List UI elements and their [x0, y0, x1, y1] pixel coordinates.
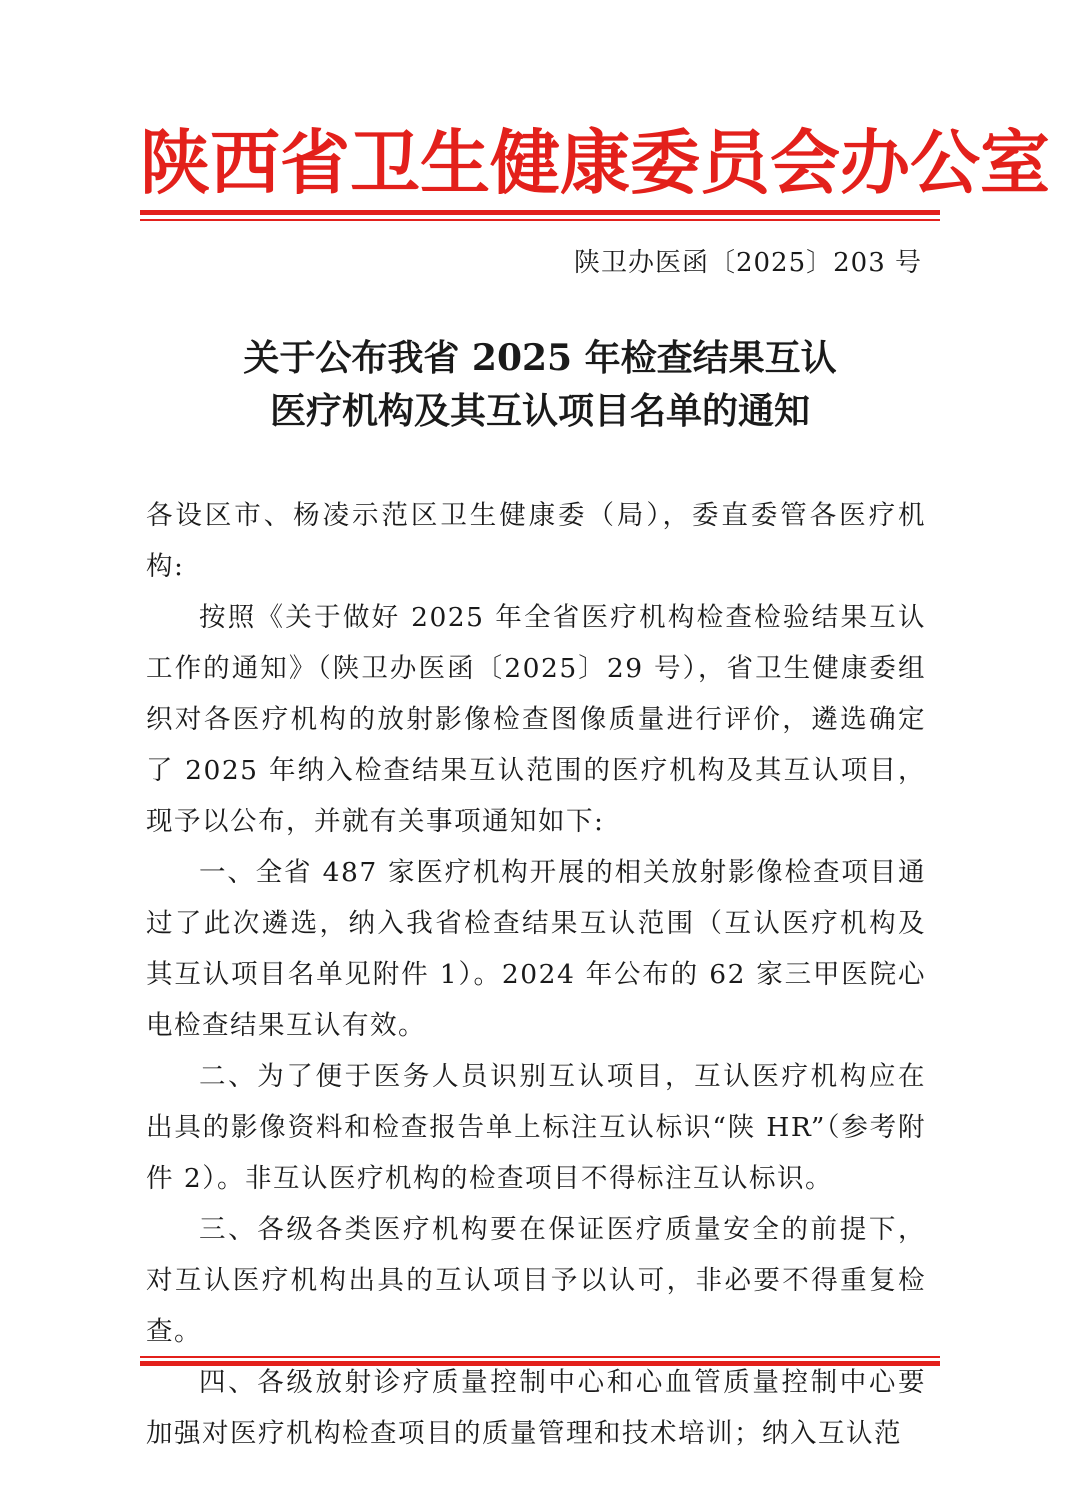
issuing-office-header: 陕西省卫生健康委员会办公室 [140, 121, 1050, 204]
header-red-rule-thin [140, 219, 940, 221]
document-title-line-1: 关于公布我省 2025 年检查结果互认 [243, 337, 837, 379]
body-paragraph-3: 三、各级各类医疗机构要在保证医疗质量安全的前提下，对互认医疗机构出具的互认项目予以认可，非必要不得重复检查。 [146, 1214, 926, 1347]
body-paragraph-intro: 按照《关于做好 2025 年全省医疗机构检查检验结果互认工作的通知》（陕卫办医函〔2025〕29 号），省卫生健康委组织对各医疗机构的放射影像检查图像质量进行评价，遴选确定了 2025 年纳入检查结果互认范围的医疗机构及其互认项目，现予以公布，并就有关事项通知如下: [146, 602, 926, 837]
document-number: 陕卫办医函〔2025〕203 号 [573, 248, 922, 278]
footer-red-rule-thick [140, 1361, 940, 1366]
body-paragraph-1: 一、全省 487 家医疗机构开展的相关放射影像检查项目通过了此次遴选，纳入我省检查结果互认范围（互认医疗机构及其互认项目名单见附件 1）。2024 年公布的 62 家三甲医院心电检查结果互认有效。 [146, 857, 926, 1041]
document-title-line-2: 医疗机构及其互认项目名单的通知 [269, 390, 810, 432]
document-body [146, 490, 926, 1459]
body-paragraph-4: 四、各级放射诊疗质量控制中心和心血管质量控制中心要加强对医疗机构检查项目的质量管理和技术培训；纳入互认范 [146, 1367, 926, 1449]
footer-red-rule-thin [140, 1356, 940, 1358]
body-paragraph-2: 二、为了便于医务人员识别互认项目，互认医疗机构应在出具的影像资料和检查报告单上标注互认标识“陕 HR”（参考附件 2）。非互认医疗机构的检查项目不得标注互认标识。 [146, 1061, 926, 1194]
header-red-rule-thick [140, 210, 940, 215]
salutation: 各设区市、杨凌示范区卫生健康委（局），委直委管各医疗机构: [146, 500, 926, 582]
